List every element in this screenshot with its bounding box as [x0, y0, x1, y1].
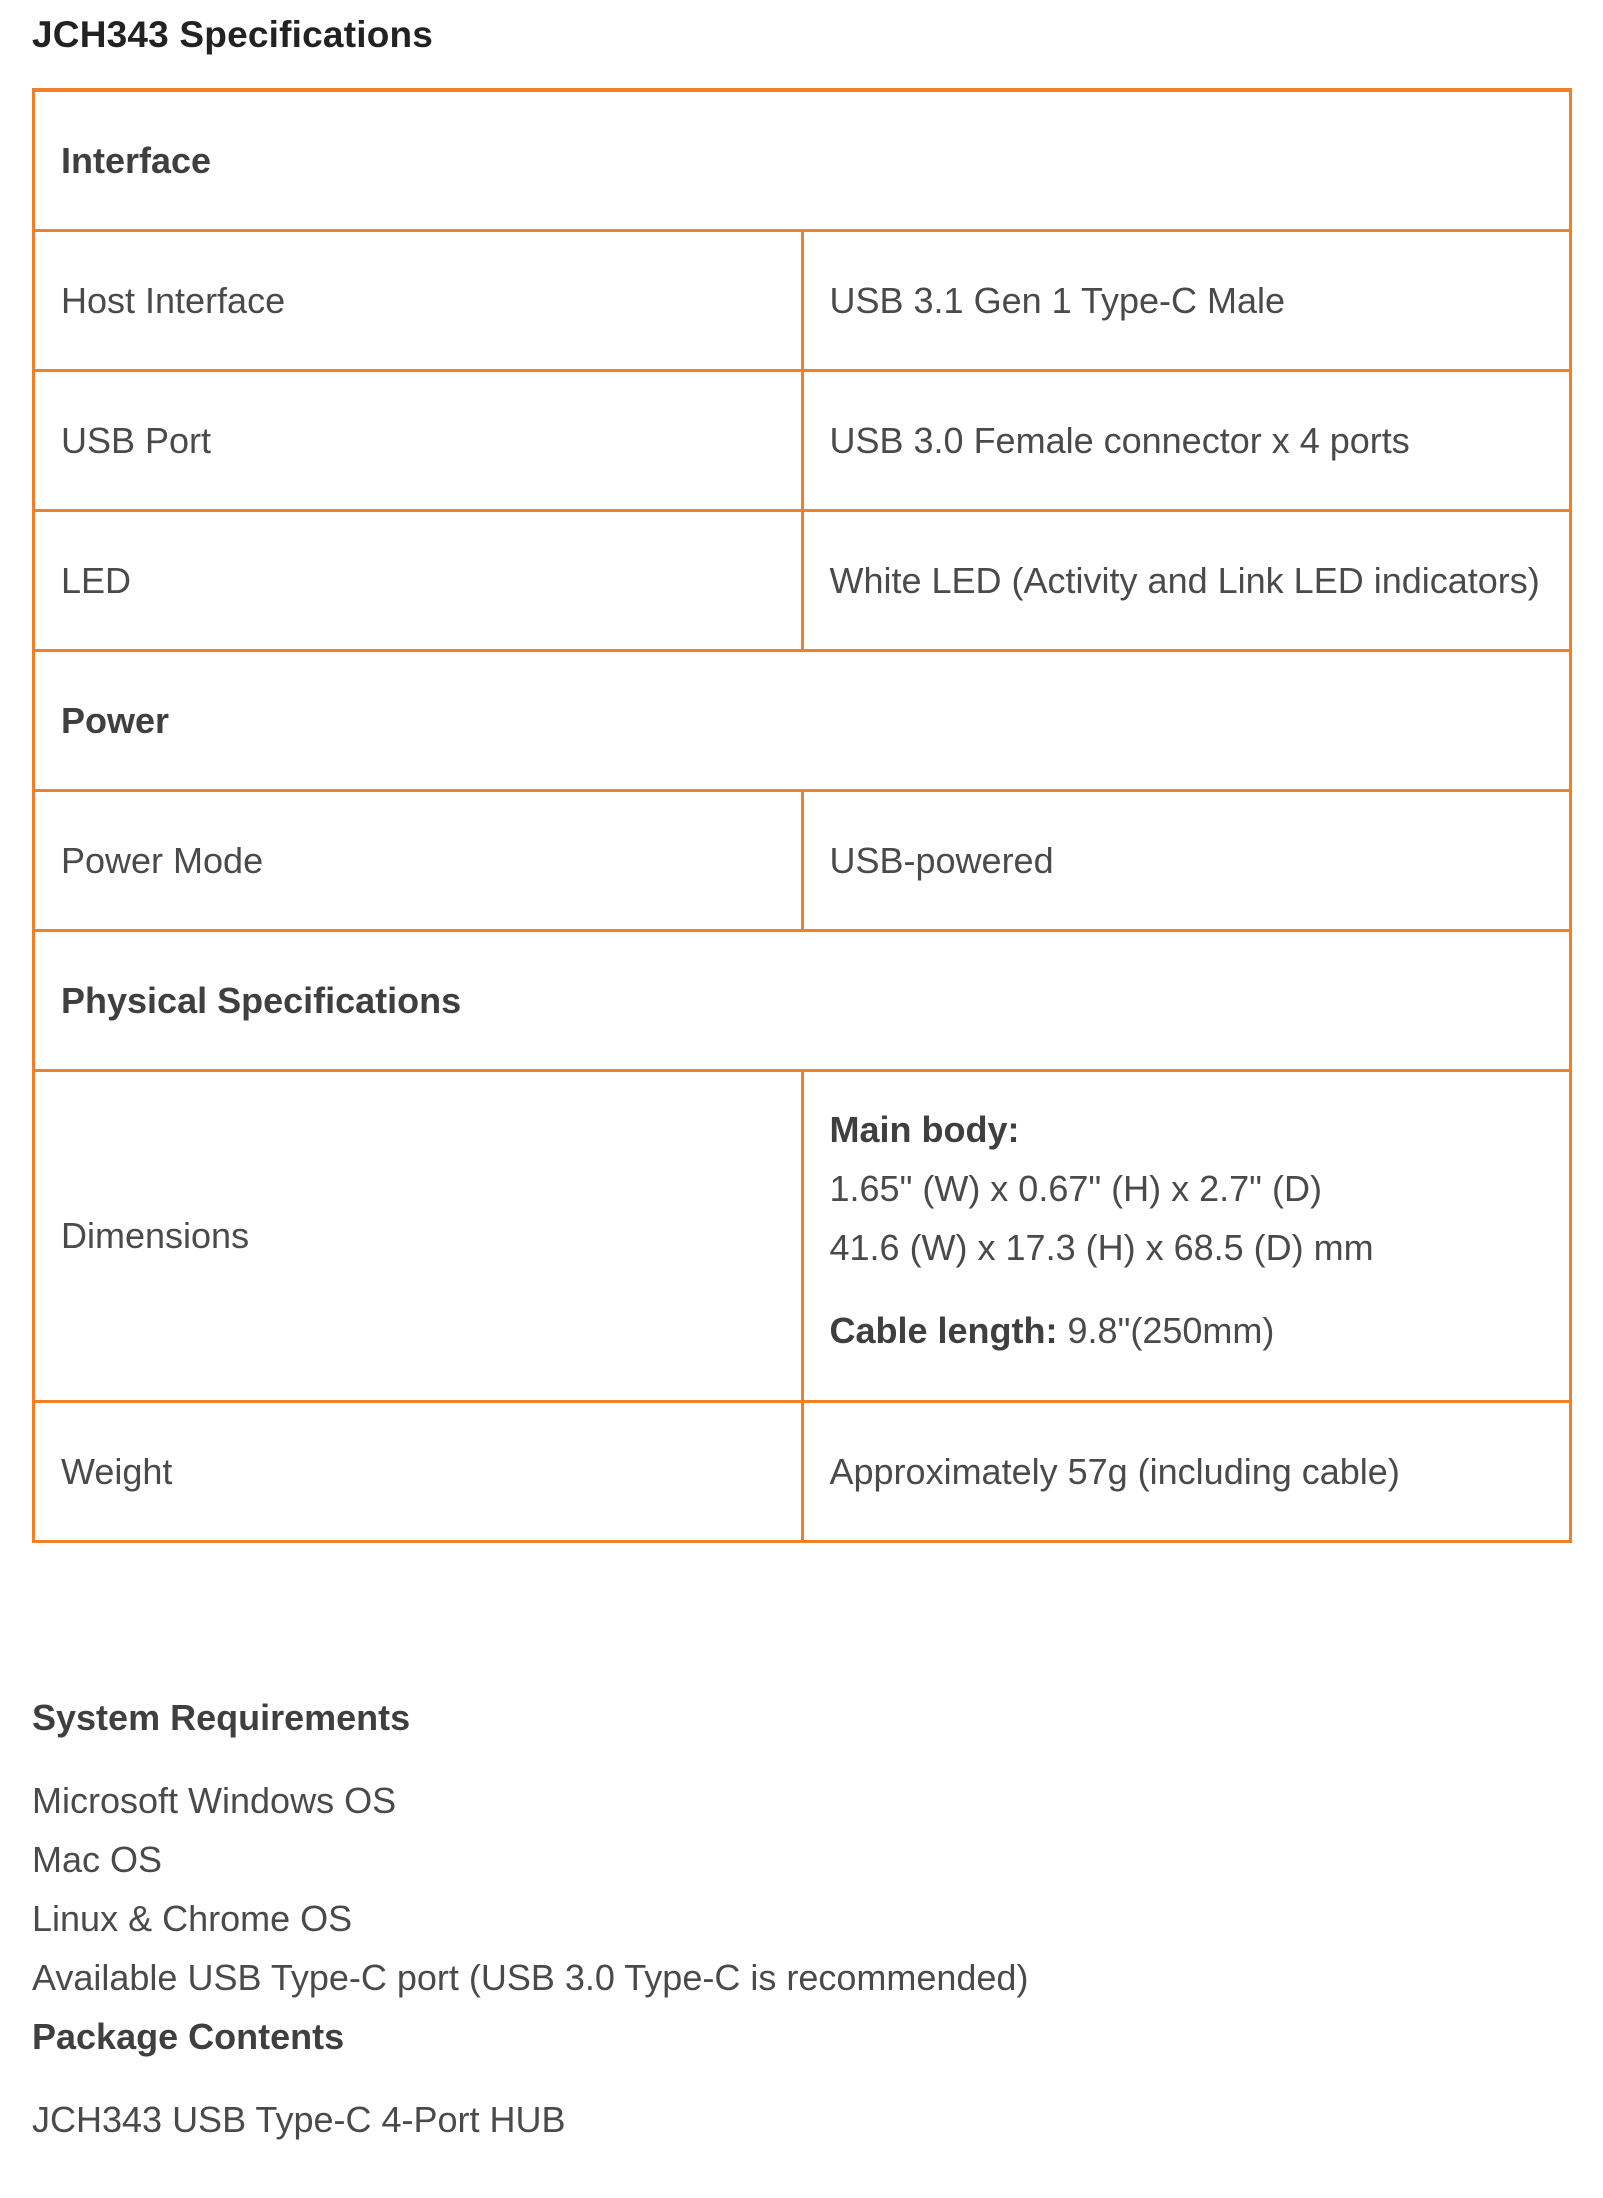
- section-row-power: [34, 651, 1571, 791]
- spec-value-weight: Approximately 57g (including cable): [802, 1402, 1571, 1542]
- table-row: [34, 371, 1571, 511]
- cable-length-label: Cable length:: [829, 1310, 1058, 1351]
- dimensions-imperial: 1.65" (W) x 0.67" (H) x 2.7" (D): [829, 1168, 1322, 1209]
- table-row: [34, 791, 1571, 931]
- spec-value-power-mode: USB-powered: [802, 791, 1571, 931]
- package-contents-list: [32, 2090, 1572, 2149]
- spec-label-led: LED: [34, 511, 803, 651]
- system-requirements-list: [32, 1771, 1572, 2007]
- section-row-physical: [34, 931, 1571, 1071]
- section-heading-physical: Physical Specifications: [34, 931, 1571, 1071]
- section-row-interface: [34, 90, 1571, 231]
- list-item: Microsoft Windows OS: [32, 1780, 397, 1821]
- table-row: [34, 511, 1571, 651]
- list-item: Available USB Type-C port (USB 3.0 Type-C is recommended): [32, 1957, 1029, 1998]
- spec-value-dimensions: [802, 1071, 1571, 1402]
- list-item: Linux & Chrome OS: [32, 1898, 353, 1939]
- spec-value-usb-port: USB 3.0 Female connector x 4 ports: [802, 371, 1571, 511]
- spec-label-host-interface: Host Interface: [34, 231, 803, 371]
- table-row: [34, 1071, 1571, 1402]
- list-item: Mac OS: [32, 1839, 163, 1880]
- list-item: JCH343 USB Type-C 4-Port HUB: [32, 2099, 566, 2140]
- spec-label-weight: Weight: [34, 1402, 803, 1542]
- table-row: [34, 1402, 1571, 1542]
- spec-value-host-interface: USB 3.1 Gen 1 Type-C Male: [802, 231, 1571, 371]
- section-heading-interface: Interface: [34, 90, 1571, 231]
- requirements-section: [32, 1688, 1572, 2149]
- dimensions-metric: 41.6 (W) x 17.3 (H) x 68.5 (D) mm: [829, 1227, 1374, 1268]
- dimensions-spacer: [830, 1277, 1544, 1301]
- section-heading-power: Power: [34, 651, 1571, 791]
- page-title: JCH343 Specifications: [32, 14, 434, 55]
- spec-value-led: White LED (Activity and Link LED indicators): [802, 511, 1571, 651]
- spec-label-power-mode: Power Mode: [34, 791, 803, 931]
- main-body-label: Main body:: [829, 1109, 1020, 1150]
- cable-length-value: 9.8"(250mm): [1057, 1310, 1275, 1351]
- spec-label-dimensions: Dimensions: [34, 1071, 803, 1402]
- cable-length-line: [830, 1301, 1544, 1360]
- system-requirements-heading: System Requirements: [32, 1697, 411, 1738]
- spec-label-usb-port: USB Port: [34, 371, 803, 511]
- table-row: [34, 231, 1571, 371]
- spec-table: [32, 88, 1572, 1543]
- package-contents-heading: Package Contents: [32, 2016, 345, 2057]
